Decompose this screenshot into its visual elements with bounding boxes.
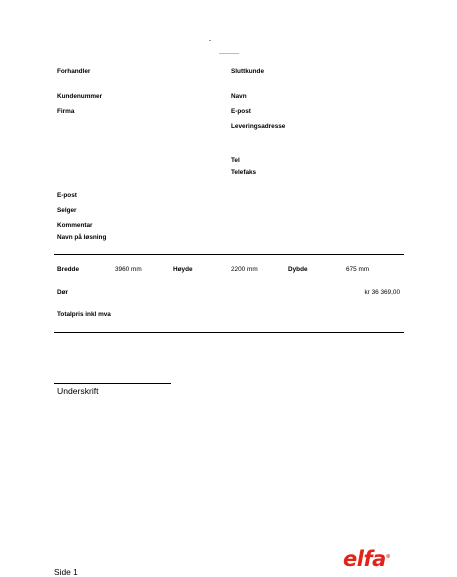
company-label: Firma xyxy=(57,108,75,115)
item-price: kr 36 369,00 xyxy=(364,289,400,296)
dealer-email-label: E-post xyxy=(57,192,77,199)
header-mark xyxy=(209,40,211,41)
depth-value: 675 mm xyxy=(346,266,370,273)
end-customer-heading: Sluttkunde xyxy=(231,68,265,75)
fax-label: Telefaks xyxy=(231,169,257,176)
section-divider-bottom xyxy=(54,332,404,333)
item-label: Dør xyxy=(57,289,69,296)
section-divider-top xyxy=(54,254,404,255)
comment-label: Kommentar xyxy=(57,222,93,229)
depth-label: Dybde xyxy=(288,266,308,273)
page-number: Side 1 xyxy=(54,567,78,577)
name-label: Navn xyxy=(231,93,247,100)
elfa-logo xyxy=(343,549,390,570)
phone-label: Tel xyxy=(231,157,240,164)
width-label: Bredde xyxy=(57,266,80,273)
signature-label: Underskrift xyxy=(57,386,99,396)
total-label: Totalpris inkl mva xyxy=(57,311,111,318)
registered-mark: ® xyxy=(385,554,391,560)
signature-line xyxy=(54,383,171,384)
solution-name-label: Navn på løsning xyxy=(57,234,107,241)
customer-number-label: Kundenummer xyxy=(57,93,103,100)
brand-name: elfa xyxy=(343,547,386,571)
header-rule xyxy=(219,53,239,54)
width-value: 3960 mm xyxy=(115,266,142,273)
height-label: Høyde xyxy=(173,266,193,273)
height-value: 2200 mm xyxy=(231,266,258,273)
dealer-heading: Forhandler xyxy=(57,68,91,75)
delivery-address-label: Leveringsadresse xyxy=(231,123,286,130)
seller-label: Selger xyxy=(57,207,77,214)
end-customer-email-label: E-post xyxy=(231,108,251,115)
